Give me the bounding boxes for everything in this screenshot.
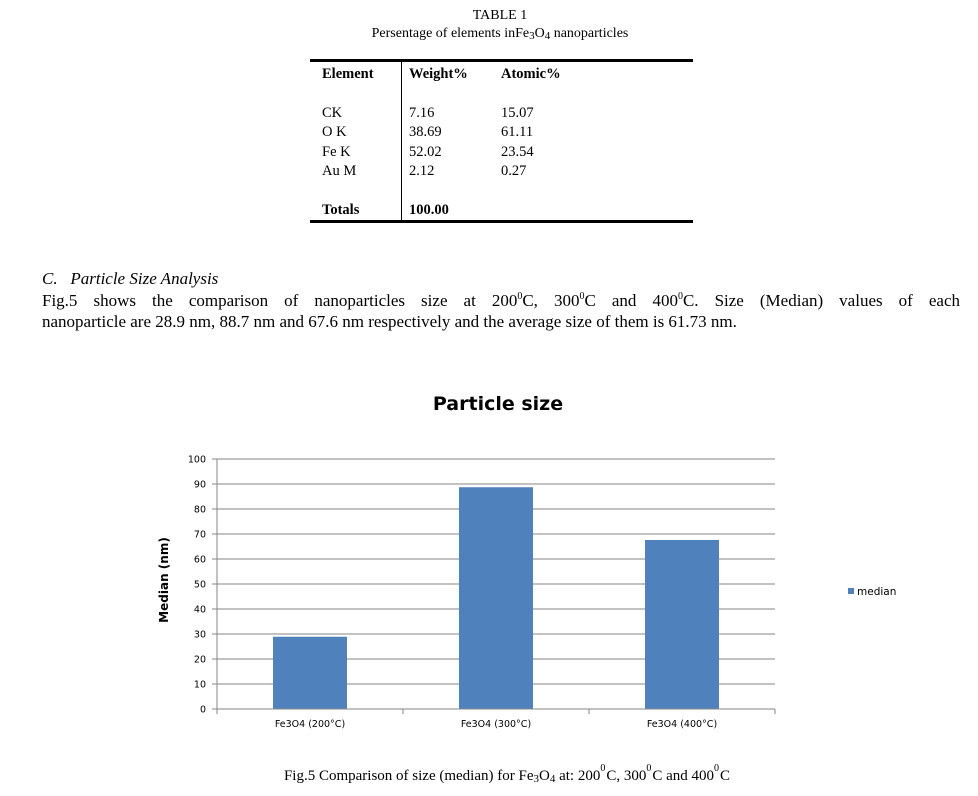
degree-superscript: 0 <box>714 763 720 774</box>
cell-weight: 7.16 <box>409 105 435 121</box>
paragraph-text: C and 400 <box>584 291 678 310</box>
degree-superscript: 0 <box>677 291 683 302</box>
y-tick-label: 0 <box>199 704 206 716</box>
paragraph-text: Fig.5 shows the comparison of nanoparticles size at 200 <box>42 291 518 310</box>
header-weight: Weight% <box>409 66 468 82</box>
y-tick-label: 90 <box>193 479 206 491</box>
figure-caption <box>0 763 978 785</box>
table-label: TABLE 1 <box>472 8 528 23</box>
x-tick-label: Fe3O4 (400°C) <box>646 719 718 730</box>
paragraph-text: C, 300 <box>522 291 580 310</box>
bar <box>459 487 533 709</box>
degree-superscript: 0 <box>646 763 652 774</box>
x-tick-label: Fe3O4 (300°C) <box>460 719 532 730</box>
header-atomic: Atomic% <box>501 66 561 82</box>
cell-atomic: 23.54 <box>501 144 534 160</box>
cell-atomic: 15.07 <box>501 105 534 121</box>
y-tick-label: 40 <box>193 604 206 616</box>
subscript: 4 <box>544 30 551 42</box>
caption-text: O <box>539 768 550 784</box>
y-tick-label: 70 <box>193 529 206 541</box>
paragraph-line-2: nanoparticle are 28.9 nm, 88.7 nm and 67.6 nm respectively and the average size of them is 61.73 nm. <box>42 312 737 331</box>
bars <box>273 487 719 709</box>
y-axis-label: Median (nm) <box>157 537 171 623</box>
y-axis-ticks <box>188 455 217 716</box>
y-tick-label: 80 <box>193 504 206 516</box>
y-tick-label: 100 <box>187 454 206 466</box>
table-caption-text: Persentage of elements inFe <box>371 26 530 41</box>
y-tick-label: 30 <box>193 629 206 641</box>
section-number: C. <box>42 269 58 288</box>
totals-weight: 100.00 <box>409 202 449 218</box>
caption-text: at: 200 <box>555 768 601 784</box>
cell-weight: 2.12 <box>409 163 435 179</box>
caption-text: Fig.5 Comparison of size (median) for Fe <box>283 768 534 784</box>
subscript: 3 <box>533 773 539 785</box>
cell-atomic: 0.27 <box>501 163 527 179</box>
subscript: 4 <box>549 773 556 785</box>
x-axis-labels <box>275 719 717 730</box>
x-tick-label: Fe3O4 (200°C) <box>274 719 346 730</box>
cell-weight: 52.02 <box>409 144 442 160</box>
bar <box>645 540 719 709</box>
y-tick-label: 60 <box>193 554 206 566</box>
legend-label: median <box>857 586 897 598</box>
cell-element: O K <box>322 124 347 140</box>
y-tick-label: 20 <box>193 654 206 666</box>
degree-superscript: 0 <box>579 291 585 302</box>
degree-superscript: 0 <box>600 763 606 774</box>
y-tick-label: 10 <box>193 679 206 691</box>
chart-title: Particle size <box>432 393 564 415</box>
cell-weight: 38.69 <box>409 124 442 140</box>
totals-label: Totals <box>322 202 360 218</box>
cell-atomic: 61.11 <box>501 124 534 140</box>
header-element: Element <box>322 66 374 82</box>
section-title: Particle Size Analysis <box>70 269 219 288</box>
cell-element: Au M <box>322 163 357 179</box>
paragraph-text: C. Size (Median) values of each <box>682 291 960 310</box>
legend-swatch <box>848 588 854 594</box>
degree-superscript: 0 <box>517 291 523 302</box>
y-tick-label: 50 <box>193 579 206 591</box>
caption-text: C, 300 <box>606 768 647 784</box>
legend <box>848 586 896 598</box>
caption-text: C and 400 <box>652 768 715 784</box>
table-caption-text: nanoparticles <box>550 26 629 41</box>
table-caption-text: O <box>534 26 545 41</box>
cell-element: CK <box>322 105 343 121</box>
cell-element: Fe K <box>322 144 351 160</box>
bar <box>273 637 347 709</box>
caption-text: C <box>720 768 731 784</box>
subscript: 3 <box>529 30 535 42</box>
